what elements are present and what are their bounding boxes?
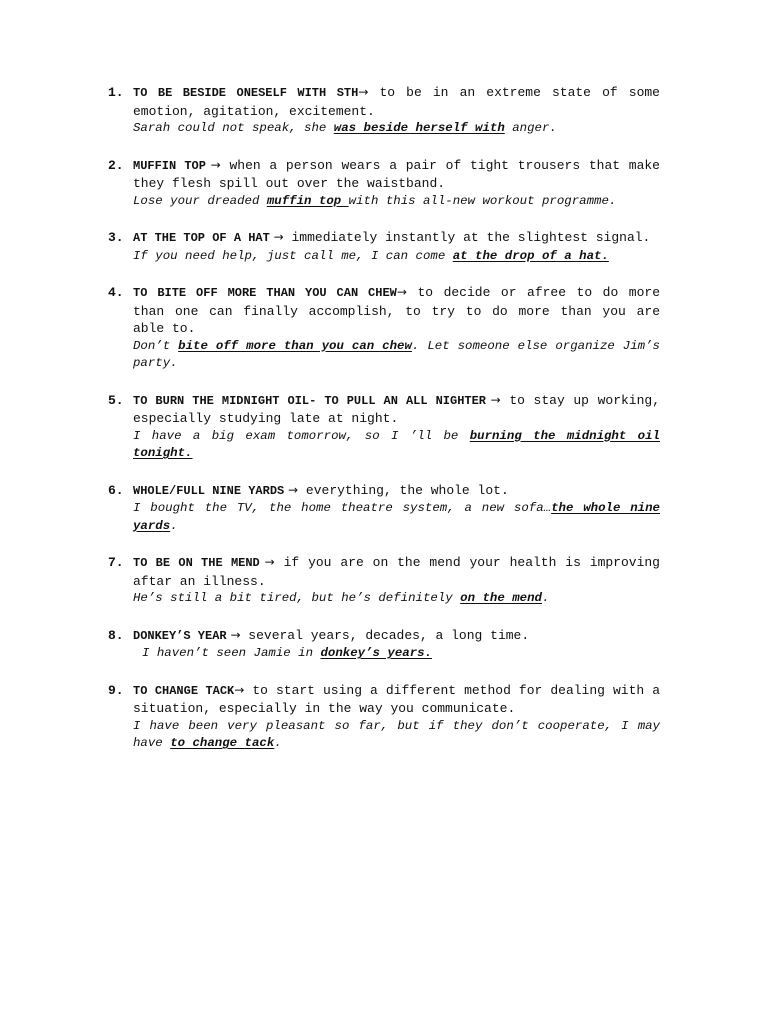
- idiom-entry-1: [108, 84, 660, 138]
- example-text-after: .: [274, 736, 282, 750]
- idiom-definition: [133, 682, 660, 718]
- example-text-before: Don’t: [133, 338, 179, 353]
- example-sentence: [133, 193, 660, 211]
- example-idiom-phrase: to change tack: [170, 736, 275, 750]
- example-text-before: I bought the TV, the home theatre system, a new sofa…: [133, 501, 552, 515]
- idiom-list: [108, 84, 660, 772]
- example-sentence: [133, 120, 660, 138]
- idiom-term: WHOLE/FULL NINE YARDS: [133, 483, 285, 498]
- arrow-icon: →: [226, 627, 241, 642]
- idiom-entry-9: [108, 682, 660, 753]
- entry-number: 4.: [108, 285, 124, 300]
- example-sentence: [133, 645, 660, 663]
- example-idiom-phrase: burning the midnight oil tonight.: [133, 428, 660, 460]
- arrow-icon: →: [358, 85, 369, 99]
- example-idiom-phrase: on the mend: [460, 591, 542, 605]
- idiom-entry-5: [108, 392, 660, 463]
- example-sentence: [133, 428, 660, 463]
- idiom-term: TO BE ON THE MEND: [133, 556, 260, 570]
- example-idiom-phrase: at the drop of a hat.: [452, 248, 609, 263]
- example-idiom-phrase: was beside herself with: [333, 121, 505, 135]
- example-text-after: . Let someone else organize Jim’s party.: [133, 338, 660, 370]
- example-idiom-phrase: the whole nine yards: [133, 501, 660, 533]
- idiom-definition: [133, 482, 660, 501]
- idiom-definition: [133, 157, 660, 193]
- example-text-before: Lose your dreaded: [133, 193, 267, 208]
- definition-text: several years, decades, a long time.: [240, 627, 530, 643]
- idiom-entry-6: [108, 482, 660, 536]
- idiom-term: TO BE BESIDE ONESELF WITH STH: [133, 86, 359, 100]
- example-text-before: I have been very pleasant so far, but if they don’t cooperate, I may have: [133, 718, 660, 750]
- example-idiom-phrase: donkey’s years.: [320, 646, 433, 660]
- example-text-after: with this all-new workout programme.: [348, 193, 617, 208]
- entry-number: 6.: [108, 482, 124, 498]
- idiom-definition: [133, 392, 660, 428]
- definition-text: to stay up working, especially studying late at night.: [133, 392, 660, 426]
- example-text-before: If you need help, just call me, I can come: [133, 248, 453, 263]
- example-sentence: [133, 248, 660, 266]
- example-sentence: [133, 500, 660, 535]
- example-text-before: He’s still a bit tired, but he’s definitely: [133, 591, 461, 605]
- arrow-icon: →: [269, 230, 284, 244]
- entry-number: 5.: [108, 392, 124, 408]
- idiom-term: TO CHANGE TACK: [133, 683, 235, 698]
- idiom-term: TO BURN THE MIDNIGHT OIL- TO PULL AN ALL NIGHTER: [133, 393, 487, 408]
- entry-number: 2.: [108, 157, 124, 173]
- idiom-definition: [133, 284, 660, 338]
- arrow-icon: →: [205, 157, 221, 172]
- idiom-term: MUFFIN TOP: [133, 158, 206, 173]
- arrow-icon: →: [259, 555, 275, 569]
- idiom-entry-2: [108, 157, 660, 211]
- example-text-after: .: [541, 591, 550, 605]
- definition-text: everything, the whole lot.: [298, 482, 509, 498]
- idiom-definition: [133, 84, 660, 120]
- example-text-after: .: [170, 518, 178, 533]
- idiom-definition: [133, 229, 660, 248]
- definition-text: to start using a different method for dealing with a situation, especially in the way you communicate.: [133, 682, 660, 716]
- entry-number: 7.: [108, 555, 124, 570]
- definition-text: to decide or afree to do more than one can finally accomplish, to try to do more than you are able to.: [133, 285, 660, 336]
- idiom-entry-3: [108, 229, 660, 265]
- arrow-icon: →: [486, 392, 501, 407]
- example-idiom-phrase: muffin top: [266, 193, 349, 208]
- definition-text: to be in an extreme state of some emotion, agitation, excitement.: [133, 85, 660, 119]
- entry-number: 3.: [108, 230, 124, 245]
- arrow-icon: →: [234, 682, 245, 697]
- example-sentence: [133, 338, 660, 373]
- example-text-before: I haven’t seen Jamie in: [142, 646, 321, 660]
- arrow-icon: →: [284, 482, 299, 497]
- definition-text: when a person wears a pair of tight trousers that make they flesh spill out over the waistband.: [133, 157, 660, 191]
- example-sentence: [133, 590, 660, 608]
- idiom-definition: [133, 627, 660, 646]
- definition-text: if you are on the mend your health is improving aftar an illness.: [133, 555, 660, 589]
- arrow-icon: →: [396, 285, 407, 299]
- idiom-entry-4: [108, 284, 660, 373]
- example-text-before: Sarah could not speak, she: [133, 121, 334, 135]
- definition-text: immediately instantly at the slightest signal.: [283, 230, 651, 245]
- idiom-entry-8: [108, 627, 660, 663]
- entry-number: 1.: [108, 85, 124, 100]
- idiom-definition: [133, 554, 660, 590]
- idiom-term: DONKEY’S YEAR: [133, 628, 227, 643]
- entry-number: 8.: [108, 627, 124, 643]
- example-sentence: [133, 718, 660, 753]
- example-text-after: anger.: [504, 121, 557, 135]
- idiom-term: AT THE TOP OF A HAT: [133, 231, 270, 245]
- example-text-before: I have a big exam tomorrow, so I ’ll be: [133, 428, 470, 443]
- idiom-entry-7: [108, 554, 660, 608]
- example-idiom-phrase: bite off more than you can chew: [178, 338, 412, 353]
- idiom-term: TO BITE OFF MORE THAN YOU CAN CHEW: [133, 286, 397, 300]
- entry-number: 9.: [108, 682, 124, 698]
